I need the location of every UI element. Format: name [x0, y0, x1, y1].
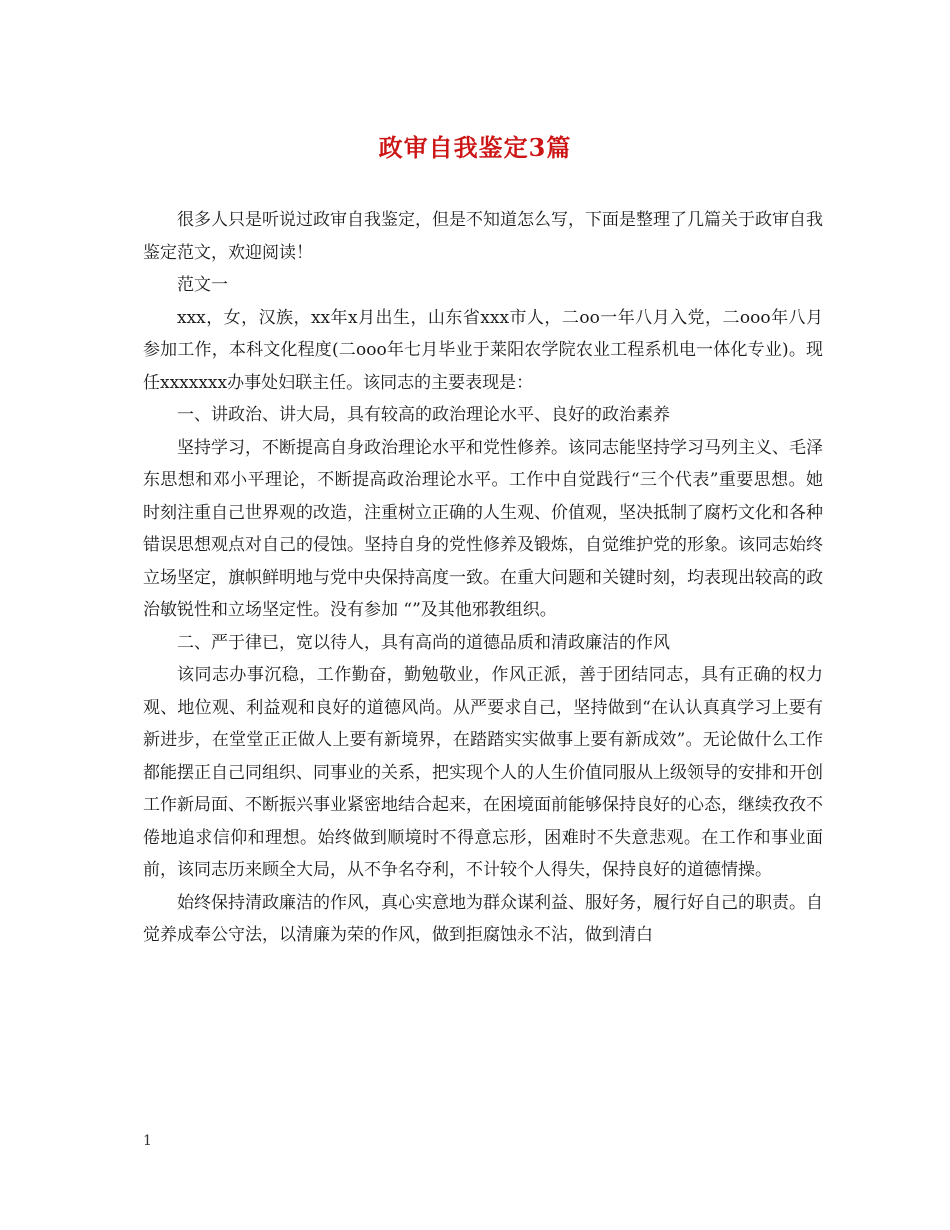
heading-political: 一、讲政治、讲大局，具有较高的政治理论水平、良好的政治素养	[177, 405, 670, 425]
intro-paragraph: 很多人只是听说过政审自我鉴定，但是不知道怎么写，下面是整理了几篇关于政审自我鉴定范文，欢迎阅读！	[143, 210, 823, 263]
page-number: 1	[143, 1133, 152, 1149]
section-label-sample-one: 范文一	[177, 275, 228, 295]
integrity-paragraph: 始终保持清政廉洁的作风，真心实意地为群众谋利益、服好务，履行好自己的职责。自觉养成奉公守法，以清廉为荣的作风，做到拒腐蚀永不沾，做到清白	[143, 892, 823, 945]
work-conduct-paragraph: 该同志办事沉稳，工作勤奋，勤勉敬业，作风正派，善于团结同志，具有正确的权力观、地位观、利益观和良好的道德风尚。从严要求自己，坚持做到“在认认真真学习上要有新进步，在堂堂正正做人上要有新境界，在踏踏实实做事上要有新成效”。无论做什么工作都能摆正自己同组织、同事业的关系，把实现个人的人生价值同服从上级领导的安排和开创工作新局面、不断振兴事业紧密地结合起来，在困境面前能够保持良好的心态，继续孜孜不倦地追求信仰和理想。始终做到顺境时不得意忘形，困难时不失意悲观。在工作和事业面前，该同志历来顾全大局，从不争名夺利，不计较个人得失，保持良好的道德情操。	[143, 665, 823, 880]
document-body	[143, 204, 823, 952]
heading-self-discipline: 二、严于律已，宽以待人，具有高尚的道德品质和清政廉洁的作风	[177, 632, 670, 653]
personal-info-paragraph: xxx，女，汉族，xx年x月出生，山东省xxx市人，二oo一年八月入党，二ooo年八月参加工作，本科文化程度(二ooo年七月毕业于莱阳农学院农业工程系机电一体化专业)。现任xxxxxxx办事处妇联主任。该同志的主要表现是：	[143, 307, 823, 393]
political-study-paragraph: 坚持学习，不断提高自身政治理论水平和党性修养。该同志能坚持学习马列主义、毛泽东思想和邓小平理论，不断提高政治理论水平。工作中自觉践行“三个代表”重要思想。她时刻注重自己世界观的改造，注重树立正确的人生观、价值观，坚决抵制了腐朽文化和各种错误思想观点对自己的侵蚀。坚持自身的党性修养及锻炼，自觉维护党的形象。该同志始终立场坚定，旗帜鲜明地与党中央保持高度一致。在重大问题和关键时刻，均表现出较高的政治敏锐性和立场坚定性。没有参加 “”及其他邪教组织。	[143, 437, 823, 620]
document-title: 政审自我鉴定3篇	[378, 133, 572, 162]
